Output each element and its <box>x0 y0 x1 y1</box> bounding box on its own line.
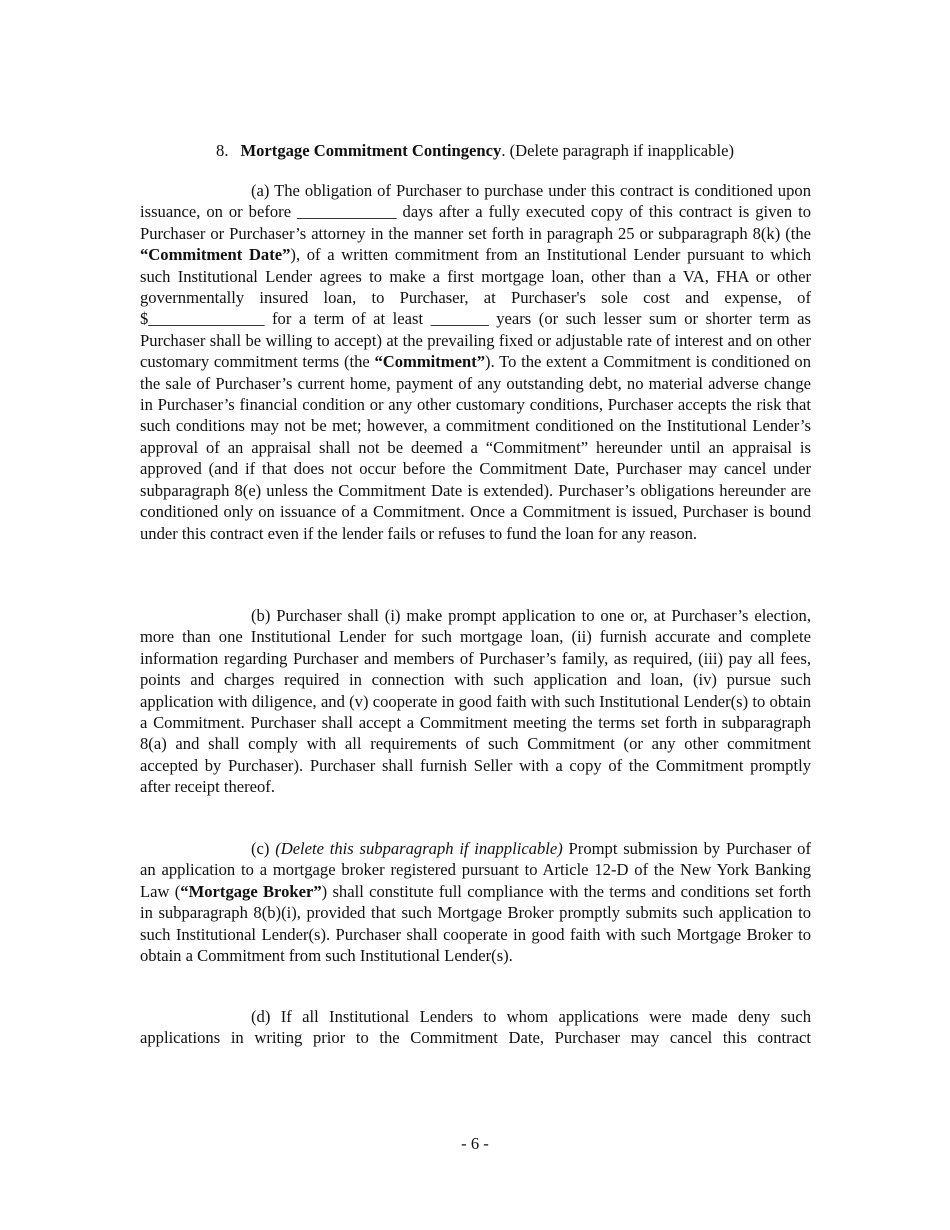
paragraph-a-text-3: ). To the extent a Commitment is conditioned on the sale of Purchaser’s current home, payment of any outstanding debt, no material adverse change in Purchaser’s financial condition or any other customary conditions, Purchaser accepts the risk that such conditions may not be met; however, a commitment conditioned on the Institutional Lender’s approval of an appraisal shall not be deemed a “Commitment” hereunder until an appraisal is approved (and if that does not occur before the Commitment Date, Purchaser may cancel under subparagraph 8(e) unless the Commitment Date is extended). Purchaser’s obligations hereunder are conditioned only on issuance of a Commitment. Once a Commitment is issued, Purchaser is bound under this contract even if the lender fails or refuses to fund the loan for any reason. <box>140 352 811 543</box>
paragraph-c <box>140 838 811 966</box>
term-commitment: “Commitment” <box>374 352 486 372</box>
paragraph-d <box>140 1006 811 1049</box>
term-mortgage-broker: “Mortgage Broker” <box>180 881 322 901</box>
section-number: 8. <box>216 141 229 160</box>
paragraph-b <box>140 605 811 798</box>
page-number: - 6 - <box>461 1134 489 1153</box>
paragraph-b-text: (b) Purchaser shall (i) make prompt application to one or, at Purchaser’s election, more than one Institutional Lender for such mortgage loan, (ii) furnish accurate and complete information regarding Purchaser and members of Purchaser’s family, as required, (iii) pay all fees, points and charges required in connection with such application and loan, (iv) pursue such application with diligence, and (v) cooperate in good faith with such Institutional Lender(s) to obtain a Commitment. Purchaser shall accept a Commitment meeting the terms set forth in subparagraph 8(a) and shall comply with all requirements of such Commitment (or any other commitment accepted by Purchaser). Purchaser shall furnish Seller with a copy of the Commitment promptly after receipt thereof. <box>140 606 811 797</box>
paragraph-c-text-2: ) shall constitute full compliance with the terms and conditions set forth in subparagraph 8(b)(i), provided that such Mortgage Broker promptly submits such application to such Institutional Lender(s). Purchaser shall cooperate in good faith with such Mortgage Broker to obtain a Commitment from such Institutional Lender(s). <box>140 881 811 966</box>
paragraph-c-text-1: Prompt submission by Purchaser of an application to a mortgage broker registered pursuant to Article 12-D of the New York Banking Law ( <box>140 839 812 901</box>
paragraph-a-text-1: (a) The obligation of Purchaser to purchase under this contract is conditioned upon issuance, on or before ____________ days after a fully executed copy of this contract is given to Purchaser or Purchaser’s attorney in the manner set forth in paragraph 25 or subparagraph 8(k) (the <box>140 181 811 243</box>
section-note: . (Delete paragraph if inapplicable) <box>501 141 734 160</box>
paragraph-d-text: (d) If all Institutional Lenders to whom applications were made deny such applications in writing prior to the Commitment Date, Purchaser may cancel this contract <box>140 1007 811 1048</box>
paragraph-c-label: (c) <box>251 839 276 858</box>
section-heading <box>0 140 950 161</box>
paragraph-c-note: (Delete this subparagraph if inapplicable) <box>275 839 563 858</box>
term-commitment-date: “Commitment Date” <box>140 245 291 265</box>
paragraph-a <box>140 180 811 544</box>
section-title: Mortgage Commitment Contingency <box>240 141 502 160</box>
paragraph-a-text-2: ), of a written commitment from an Institutional Lender pursuant to which such Institutional Lender agrees to make a first mortgage loan, other than a VA, FHA or other governmentally insured loan, to Purchaser, at Purchaser's sole cost and expense, of $______________ for a term of at least _______ years (or such lesser sum or shorter term as Purchaser shall be willing to accept) at the prevailing fixed or adjustable rate of interest and on other customary commitment terms (the <box>140 245 811 372</box>
